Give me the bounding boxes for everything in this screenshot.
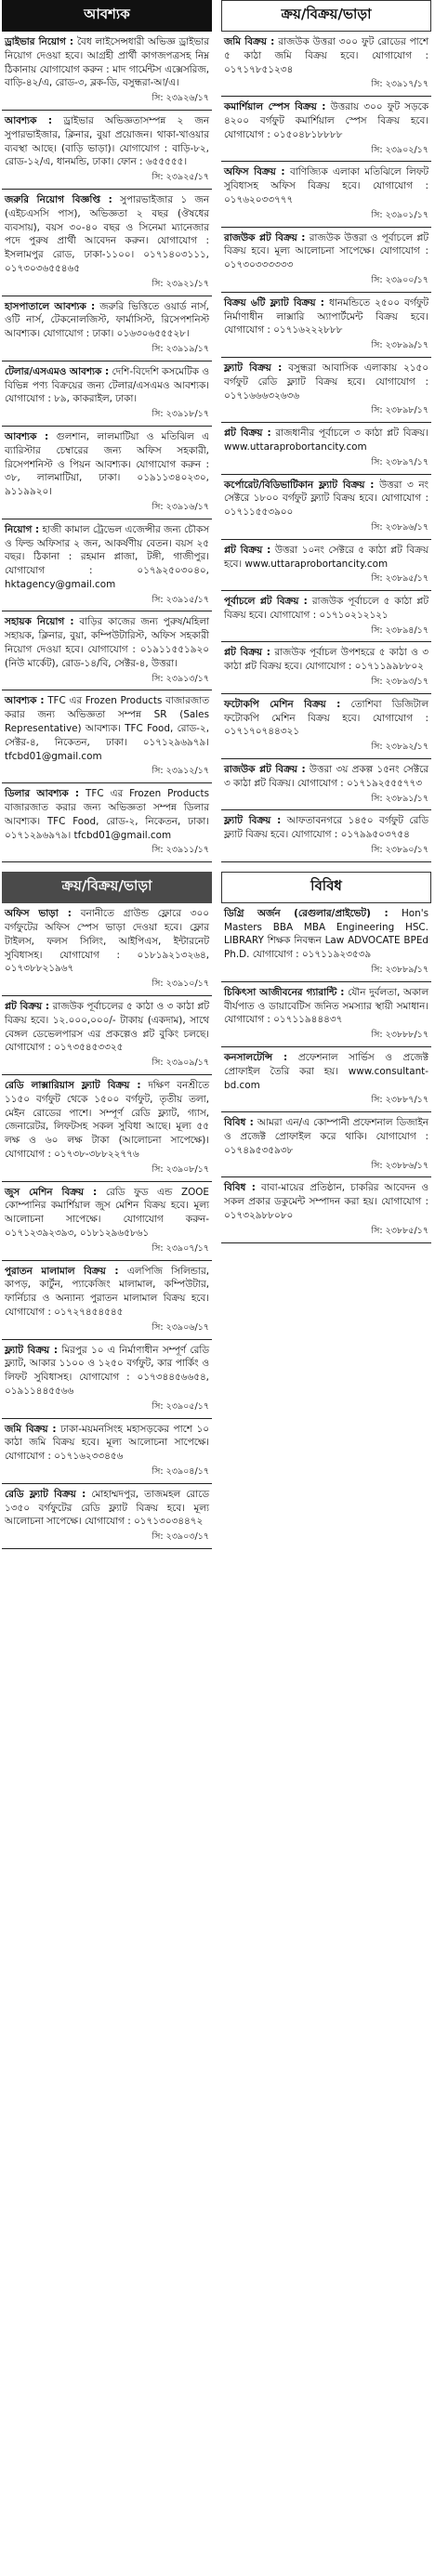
- left-column: [2, 0, 212, 1549]
- classified-ad: [221, 97, 431, 162]
- ad-heading: ফ্ল্যাট বিক্রয় :: [5, 1344, 58, 1356]
- ad-reference-number: সি: ২৩৯০৬/১৭: [152, 1321, 209, 1333]
- classified-ad: [2, 1182, 212, 1261]
- classified-ad: [2, 32, 212, 111]
- ad-body: বসুন্ধরা আবাসিক এলাকায় ২১৫০ বর্গফুট রেডি ফ্ল্যাট বিক্রয় হবে। যোগাযোগ : ০১৭১৬৬৬৩২৬৩৬: [224, 361, 428, 401]
- ad-body: রেডি ফুড এন্ড ZOOE কোম্পানির কমার্শিয়াল জুস মেশিন বিক্রয় হবে। মূল্য আলোচনা সাপেক্ষে। যোগাযোগ করুন- ০১৭১২৩৯২৩৯৩, ০১৮১২৯৬৫৮৬১: [5, 1186, 209, 1239]
- ad-body: প্রফেশনাল সার্ভিস ও প্রজেক্ট প্রোফাইল তৈরি করা হয়। www.consultant-bd.com: [224, 1052, 428, 1091]
- ad-reference-number: সি: ২৩৮৮৭/১৭: [371, 1095, 428, 1106]
- classified-ad: [221, 540, 431, 591]
- ad-reference-number: সি: ২৩৯১৯/১৭: [152, 343, 209, 354]
- ad-body: রাজউক পূর্বাচলে ৫ কাঠা প্লট বিক্রয় হবে। যোগাযোগ : ০১৭১০২১২১২১: [224, 596, 428, 621]
- ad-heading: অফিস বিক্রয় :: [224, 166, 285, 178]
- classified-ad: [221, 475, 431, 540]
- ad-heading: প্লট বিক্রয় :: [5, 1001, 50, 1013]
- ad-heading: জরুরি নিয়োগ বিজ্ঞপ্তি :: [5, 193, 112, 205]
- ad-heading: ড্রাইভার নিয়োগ :: [5, 36, 74, 47]
- ad-heading: বিবিধ :: [224, 1182, 256, 1194]
- ad-heading: সহায়ক নিয়োগ :: [5, 616, 74, 628]
- classified-ad: [2, 690, 212, 783]
- classified-ad: [221, 810, 431, 861]
- ad-heading: কর্পোরেট/বিডিভাটিকান ফ্ল্যাট বিক্রয় :: [224, 479, 375, 491]
- ad-heading: ফ্ল্যাট বিক্রয় :: [224, 361, 283, 374]
- ad-reference-number: সি: ২৩৮৮৯/১৭: [371, 965, 428, 976]
- classified-ad: [221, 358, 431, 423]
- ad-reference-number: সি: ২৩৮৯৯/১৭: [371, 340, 428, 351]
- ad-heading: অফিস ভাড়া :: [5, 908, 72, 920]
- ad-reference-number: সি: ২৩৮৯৭/১৭: [371, 456, 428, 467]
- section-header-misc: বিবিধ: [221, 872, 431, 903]
- ad-reference-number: সি: ২৩৯১২/১৭: [152, 766, 209, 777]
- ad-heading: বিক্রয় ৬টি ফ্ল্যাট বিক্রয় :: [224, 296, 324, 309]
- ad-body: Hon's Masters BBA MBA Engineering HSC. LIBRARY শিক্ষক নিবন্ধন Law ADVOCATE BPEd Ph.D. যোগাযোগ : ০১৭১১৯২৩৫৩৯: [224, 907, 429, 961]
- classified-ad: [221, 591, 431, 642]
- ad-heading: জমি বিক্রয় :: [224, 36, 275, 47]
- classified-ad: [221, 694, 431, 759]
- classified-ad: [2, 111, 212, 190]
- ad-heading: রেডি ফ্ল্যাট বিক্রয় :: [5, 1488, 86, 1500]
- ad-body: বাড়ির কাজের জন্য পুরুষ/মহিলা সহায়ক, ক্লিনার, বুয়া, কম্পিউটারিস্ট, অফিস সহকারী নিয়োগ দেওয়া হবে। যোগাযোগ : ০১৯১১৫৫১৯২০ (নিউ মার্কেট), রোড-১৪/বি, সেক্টর-৪, উত্তরা।: [5, 616, 209, 669]
- ad-reference-number: সি: ২৩৯১৭/১৭: [371, 79, 428, 90]
- classified-ad: [2, 361, 212, 427]
- classified-ad: [2, 1340, 212, 1419]
- ad-heading: হাসপাতালে আবশ্যক :: [5, 300, 96, 312]
- ad-body: রাজউক পূর্বাচল উপশহরে ৫ কাঠা ও ৩ কাঠা প্লট বিক্রয় হবে। যোগাযোগ : ০১৭১১৯৯৮৮০২: [224, 647, 428, 673]
- ad-body: দেশি-বিদেশি কসমেটিক ও বিভিন্ন পণ্য বিক্রয়ের জন্য টেলার/এসএমও আবশ্যক। যোগাযোগ : ৮৯, কাকরাইল, ঢাকা।: [5, 365, 209, 405]
- ad-reference-number: সি: ২৩৯০৮/১৭: [152, 1163, 209, 1175]
- ad-heading: পুরাতন মালামাল বিক্রয় :: [5, 1265, 119, 1277]
- classified-ad: [221, 1112, 431, 1177]
- classified-ad: [2, 783, 212, 862]
- classified-ad: [221, 903, 431, 982]
- ad-body: রাজউক পূর্বাচলের ৫ কাঠা ও ৩ কাঠা প্লট বিক্রয় হবে। ১২.০০০,০০০/- টাকায় (একদাম), সাথে বেঙ্গল ডেভেলপারস এর প্রকল্পেও প্লট বুকিং চলছে। যোগাযোগ : ০১৭৩৫৪৫৩৩২৫: [5, 1001, 209, 1054]
- ad-heading: প্লট বিক্রয় :: [224, 544, 271, 556]
- ad-heading: রেডি লাক্সারিয়াস ফ্ল্যাট বিক্রয় :: [5, 1080, 141, 1091]
- classified-ad: [2, 1419, 212, 1484]
- ad-heading: বিবিধ :: [224, 1117, 254, 1129]
- ad-reference-number: সি: ২৩৮৯০/১৭: [371, 845, 428, 856]
- ad-reference-number: সি: ২৩৮৯২/১৭: [371, 742, 428, 753]
- classified-ad: [2, 519, 212, 612]
- classified-ad: [2, 1075, 212, 1182]
- classified-ad: [221, 1047, 431, 1112]
- classified-ad: [221, 759, 431, 810]
- ad-body: মিরপুর ১০ এ নির্মাণাধীন সম্পূর্ণ রেডি ফ্ল্যাট, আকার ১১০০ ও ১২৫০ বর্গফুট, কার পার্কিং ও লিফট সুবিধাসহ। যোগাযোগ : ০১৭৩৪৪৫৬৬৫৪, ০১৯১১৪৪৫৫৬৬: [5, 1344, 209, 1397]
- ad-heading: নিয়োগ :: [5, 523, 40, 535]
- ad-heading: কমার্শিয়াল স্পেস বিক্রয় :: [224, 101, 326, 113]
- classified-ad: [2, 1484, 212, 1549]
- classified-ad: [2, 427, 212, 519]
- ad-reference-number: সি: ২৩৯১০/১৭: [152, 979, 209, 990]
- ad-reference-number: সি: ২৩৯০১/১৭: [371, 209, 428, 220]
- ad-reference-number: সি: ২৩৯০৭/১৭: [152, 1242, 209, 1254]
- ad-body: এলপিজি সিলিন্ডার, কাপড়, কার্টুন, প্যাকেজিং মালামাল, কম্পিউটার, ফার্নিচার ও অন্যান্য পুরাতন মালামাল বিক্রয় হবে। যোগাযোগ : ০১৭২৭৪৫৪৫৪৫: [5, 1265, 210, 1318]
- ad-heading: জমি বিক্রয় :: [5, 1423, 57, 1435]
- ad-reference-number: সি: ২৩৯১৬/১৭: [152, 501, 209, 512]
- ad-body: রাজউক উত্তরা ও পূর্বাচলে প্লট বিক্রয় হবে। মূল্য আলোচনা সাপেক্ষে। যোগাযোগ : ০১৭৩০৩৩৩৩৩৩: [224, 231, 428, 271]
- ad-heading: চিকিৎসা আজীবনের গ্যারান্টি :: [224, 986, 345, 998]
- ad-heading: টেলার/এসএমও আবশ্যক :: [5, 365, 110, 377]
- ad-body: বাবা-মায়ের প্রতিষ্ঠান, চাকরির আবেদন ও সকল প্রকার ডকুমেন্ট সম্পাদন করা হয়। যোগাযোগ : ০১৭৩২৯৮৮০৮০: [224, 1182, 428, 1221]
- ad-body: দক্ষিণ বনশ্রীতে ১১৫০ বর্গফুট থেকে ১৫০০ বর্গফুট, তৃতীয় তলা, মেইন রোডের পাশে। সম্পূর্ণ রেডি ফ্ল্যাট, গ্যাস, জেনারেটর, লিফটসহ সকল সুবিধা আছে। মূল্য ৫৫ লক্ষ ও ৬০ লক্ষ টাকা (আলোচনা সাপেক্ষে)। যোগাযোগ : ০১৭৩৮-৩৮৮২২৭৭৬: [5, 1080, 210, 1160]
- ad-reference-number: সি: ২৩৯০৩/১৭: [152, 1531, 209, 1543]
- ad-reference-number: সি: ২৩৯২৬/১৭: [152, 93, 209, 104]
- classified-ad: [2, 611, 212, 690]
- classified-ad: [221, 423, 431, 474]
- ad-body: উত্তরা ৩য় প্রকল্প ১৫নং সেক্টরে ৩ কাঠা প্লট বিক্রয়। যোগাযোগ : ০১৭১৯২৫৫৫৭৭৩: [224, 764, 428, 789]
- ad-body: হাজী কামাল ট্রেভেল এজেন্সীর জন্য চৌকস ও ফিল্ড অফিসার ২ জন, আকর্ষণীয় বেতন। বয়স ২৫ বছর। ঠিকানা : রহমান প্লাজা, টঙ্গী, গাজীপুর। যোগাযোগ : ০১৭৯২৫০৩০৪০, hktagency@gmail.com: [5, 523, 209, 590]
- misc-ad-list: [221, 903, 431, 1243]
- classified-ad: [2, 996, 212, 1075]
- ad-heading: প্লট বিক্রয় :: [224, 647, 270, 659]
- ad-reference-number: সি: ২৩৯১১/১৭: [152, 845, 209, 856]
- classified-ad: [221, 293, 431, 358]
- ad-body: জরুরি ভিত্তিতে ওয়ার্ড নার্স, ওটি নার্স, টেকনোলজিস্ট, ফার্মাসিস্ট, রিসেপশনিস্ট আবশ্যক। যোগাযোগ : ঢাকা। ০১৬৩০৬৫৫৫২৮।: [5, 300, 209, 340]
- ad-heading: রাজউক প্লট বিক্রয় :: [224, 764, 306, 776]
- ad-reference-number: সি: ২৩৯০০/১৭: [371, 274, 428, 285]
- ad-heading: পূর্বাচলে প্লট বিক্রয় :: [224, 596, 308, 608]
- ad-reference-number: সি: ২৩৯২৫/১৭: [152, 172, 209, 183]
- ad-body: রাজউক উত্তরা ৩০০ ফুট রোডের পাশে ৫ কাঠা জমি বিক্রয় হবে। যোগাযোগ : ০১৭১৭৮৫১২৩৪: [224, 36, 428, 75]
- ad-reference-number: সি: ২৩৮৯৪/১৭: [371, 624, 428, 636]
- ad-heading: কনসালটেন্সি :: [224, 1052, 288, 1064]
- ad-body: ঢাকা-ময়মনসিংহ মহাসড়কের পাশে ১০ কাঠা জমি বিক্রয় হবে। মূল্য আলোচনা সাপেক্ষে। যোগাযোগ : ০১৭১৬২৩৩৪৫৬: [5, 1423, 209, 1463]
- ad-reference-number: সি: ২৩৮৮৮/১৭: [371, 1030, 428, 1041]
- ad-heading: প্লট বিক্রয় :: [224, 427, 271, 440]
- ad-reference-number: সি: ২৩৯০৪/১৭: [152, 1465, 209, 1477]
- ad-reference-number: সি: ২৩৯১৮/১৭: [152, 409, 209, 420]
- ad-reference-number: সি: ২৩৮৯৬/১৭: [371, 521, 428, 532]
- ad-reference-number: সি: ২৩৮৯১/১৭: [371, 793, 428, 804]
- ad-reference-number: সি: ২৩৯০৫/১৭: [152, 1400, 209, 1412]
- classified-ad: [221, 32, 431, 97]
- ad-reference-number: সি: ২৩৮৯৮/১৭: [371, 405, 428, 416]
- classified-ad: [221, 982, 431, 1047]
- ad-reference-number: সি: ২৩৯২১/১৭: [152, 278, 209, 289]
- classified-ad: [221, 162, 431, 227]
- ad-heading: আবশ্যক :: [5, 695, 45, 707]
- ad-heading: আবশ্যক :: [5, 114, 53, 126]
- section-header-jobs: আবশ্যক: [2, 0, 212, 32]
- buy-sell-ad-list-right: [221, 32, 431, 862]
- ad-reference-number: সি: ২৩৯০২/১৭: [371, 144, 428, 155]
- ad-body: মোহাম্মদপুর, তাজমহল রোডে ১৩৫০ বর্গফুটের রেডি ফ্ল্যাট বিক্রয় হবে। মূল্য আলোচনা সাপেক্ষে। যোগাযোগ : ০১৭১৩০৩৪৪৭২: [5, 1488, 209, 1528]
- ad-heading: ডিগ্রি অর্জন (রেগুলার/প্রাইভেট) :: [224, 907, 389, 919]
- classified-ad: [221, 228, 431, 293]
- ad-reference-number: সি: ২৩৮৮৫/১৭: [371, 1225, 428, 1236]
- classified-ad: [221, 642, 431, 693]
- ad-body: রাজধানীর পূর্বাচলে ৩ কাঠা প্লট বিক্রয়। www.uttaraprobortancity.com: [224, 427, 428, 453]
- ad-body: বনানীতে গ্রাউন্ড ফ্লোরে ৩০০ বর্গফুটের অফিস স্পেস ভাড়া দেওয়া হবে। ফ্লোর টাইলস, ফলস সিলিং, আইপিএস, ইন্টারনেট সুবিধাসহ। যোগাযোগ : ০১৮১৯২১৩২৬৪, ০১৭৩৮৮২১৯৬৭: [5, 908, 209, 975]
- ad-body: বৈধ লাইসেন্সধারী অভিজ্ঞ ড্রাইভার নিয়োগ দেওয়া হবে। আগ্রহী প্রার্থী কাগজপত্রসহ নিম্ন ঠিকানায় যোগাযোগ করুন : মাদ গার্মেন্টস এক্সেসরিজ, বাড়ি-৪২/এ, রোড-৩, ব্লক-ডি, বসুন্ধরা-আ/এ।: [5, 36, 209, 89]
- ad-heading: ফ্ল্যাট বিক্রয় :: [224, 815, 282, 827]
- ad-body: ধানমন্ডিতে ২৫০০ বর্গফুট নির্মাণাধীন লাক্সারি অ্যাপার্টমেন্ট বিক্রয় হবে। যোগাযোগ : ০১৭১৬২২২৮৮৮: [224, 296, 429, 336]
- buy-sell-ad-list-left: [2, 903, 212, 1549]
- ad-body: আমরা এন/এ কোম্পানী প্রফেশনাল ডিজাইন ও প্রজেক্ট প্রোফাইল করে থাকি। যোগাযোগ : ০১৭৪৯৫৩৫৯৩৮: [224, 1117, 429, 1156]
- section-header-buy-sell-right: ক্রয়/বিক্রয়/ভাড়া: [221, 0, 431, 32]
- ad-body: আফতাবনগরে ১৪৫০ বর্গফুট রেডি ফ্ল্যাট বিক্রয় হবে। যোগাযোগ : ০১৭৯৯৫০৩৭৫৪: [224, 815, 428, 841]
- ad-reference-number: সি: ২৩৮৯৩/১৭: [371, 677, 428, 688]
- classified-ad: [2, 190, 212, 296]
- ad-reference-number: সি: ২৩৯০৯/১৭: [152, 1058, 209, 1069]
- ad-body: উত্তরা ১০নং সেক্টরে ৫ কাঠা প্লট বিক্রয় হবে। www.uttaraprobortancity.com: [224, 544, 428, 570]
- ad-body: উত্তরা ৩ নং সেক্টরে ১৮০০ বর্গফুট ফ্ল্যাট বিক্রয় হবে। যোগাযোগ : ০১৭১১৫৫৩৯০০: [224, 479, 428, 519]
- ad-body: TFC এর Frozen Products বাজারজাত করার জন্য অভিজ্ঞতা সম্পন্ন SR (Sales Representative) আবশ্যক। TFC Food, রোড-২, সেক্টর-৪, নিকেতন, ঢাকা। ০১৭১২৯৬৯৭৯। tfcbd01@gmail.com: [5, 695, 209, 762]
- classified-ad: [2, 1261, 212, 1340]
- ad-heading: রাজউক প্লট বিক্রয় :: [224, 231, 306, 243]
- ad-reference-number: সি: ২৩৯১৫/১৭: [152, 594, 209, 605]
- ad-reference-number: সি: ২৩৮৯৫/১৭: [371, 573, 428, 585]
- ad-body: ড্রাইভার অভিজ্ঞতাসম্পন্ন ২ জন সুপারভাইজার, ক্লিনার, বুয়া প্রয়োজন। থাকা-খাওয়ার ব্যবস্থা আছে। (বাড়ি ভাড়া)। যোগাযোগ : বাড়ি-৮২, রোড-১২/এ, ধানমন্ডি, ঢাকা। ফোন : ৬৫৫৫৫৫।: [5, 114, 209, 168]
- classified-ad: [2, 296, 212, 361]
- ad-body: উত্তরায় ৩০০ ফুট সড়কে ৪২০০ বর্গফুট কমার্শিয়াল স্পেস বিক্রয় হবে। যোগাযোগ : ০১৫০৪৮১৮৮৮৮: [224, 101, 428, 140]
- classified-ad: [221, 1177, 431, 1242]
- ad-body: বাণিজ্যিক এলাকা মতিঝিলে লিফট সুবিধাসহ অফিস বিক্রয় হবে। যোগাযোগ : ০১৭৬২০৩৩৭৭৭: [224, 166, 428, 205]
- section-header-buy-sell-left: ক্রয়/বিক্রয়/ভাড়া: [2, 872, 212, 903]
- ad-body: TFC এর Frozen Products বাজারজাত করার জন্য অভিজ্ঞতা সম্পন্ন ডিলার আবশ্যক। TFC Food, রোড-২, নিকেতন, ঢাকা। ০১৭১২৯৬৯৭৯। tfcbd01@gmail.com: [5, 788, 209, 841]
- right-column: [221, 0, 431, 1243]
- ad-heading: আবশ্যক :: [5, 430, 49, 442]
- ad-heading: ফটোকপি মেশিন বিক্রয় :: [224, 698, 341, 710]
- ad-reference-number: সি: ২৩৯১৩/১৭: [152, 673, 209, 684]
- ad-body: গুলশান, লালমাটিয়া ও মতিঝিল এ ব্যারিস্টার চেম্বারের জন্য অফিস সহকারী, রিসেপশনিস্ট ও পিয়ন আবশ্যক। যোগাযোগ করুন : ৩৮, লালমাটিয়া, ঢাকা। ০১৯১১৩৪০২৩০, ৯১১৯৯২০।: [5, 430, 209, 498]
- ad-heading: জুস মেশিন বিক্রয় :: [5, 1186, 98, 1198]
- ad-body: তোশিবা ডিজিটাল ফটোকপি মেশিন বিক্রয় হবে। যোগাযোগ : ০১৭১৭০৭৪৪৩২১: [224, 698, 428, 738]
- ad-heading: ডিলার আবশ্যক :: [5, 788, 80, 800]
- jobs-ad-list: [2, 32, 212, 862]
- classified-ad: [2, 903, 212, 996]
- ad-reference-number: সি: ২৩৮৮৬/১৭: [371, 1160, 428, 1171]
- ad-body: সুপারভাইজার ১ জন (এইচএসসি পাস), অভিজ্ঞতা ২ বছর (ঔষধের ব্যবসায়), বয়স ৩০-৪০ বছর ও সিনেমা ম্যানেজার পদে পুরুষ প্রার্থী আবেদন করুন। যোগাযোগ : ইসলামপুর রোড, ঢাকা-১১০০। ০১৭১৪০৩১১১, ০১৭৩০৩৬৫৫৪৬৫: [5, 193, 209, 274]
- ad-body: যৌন দুর্বলতা, অকাল বীর্যপাত ও ডায়াবেটিস জনিত সমস্যার স্থায়ী সমাধান। যোগাযোগ : ০১৭১১৯৪৪৪৩৭: [224, 986, 428, 1026]
